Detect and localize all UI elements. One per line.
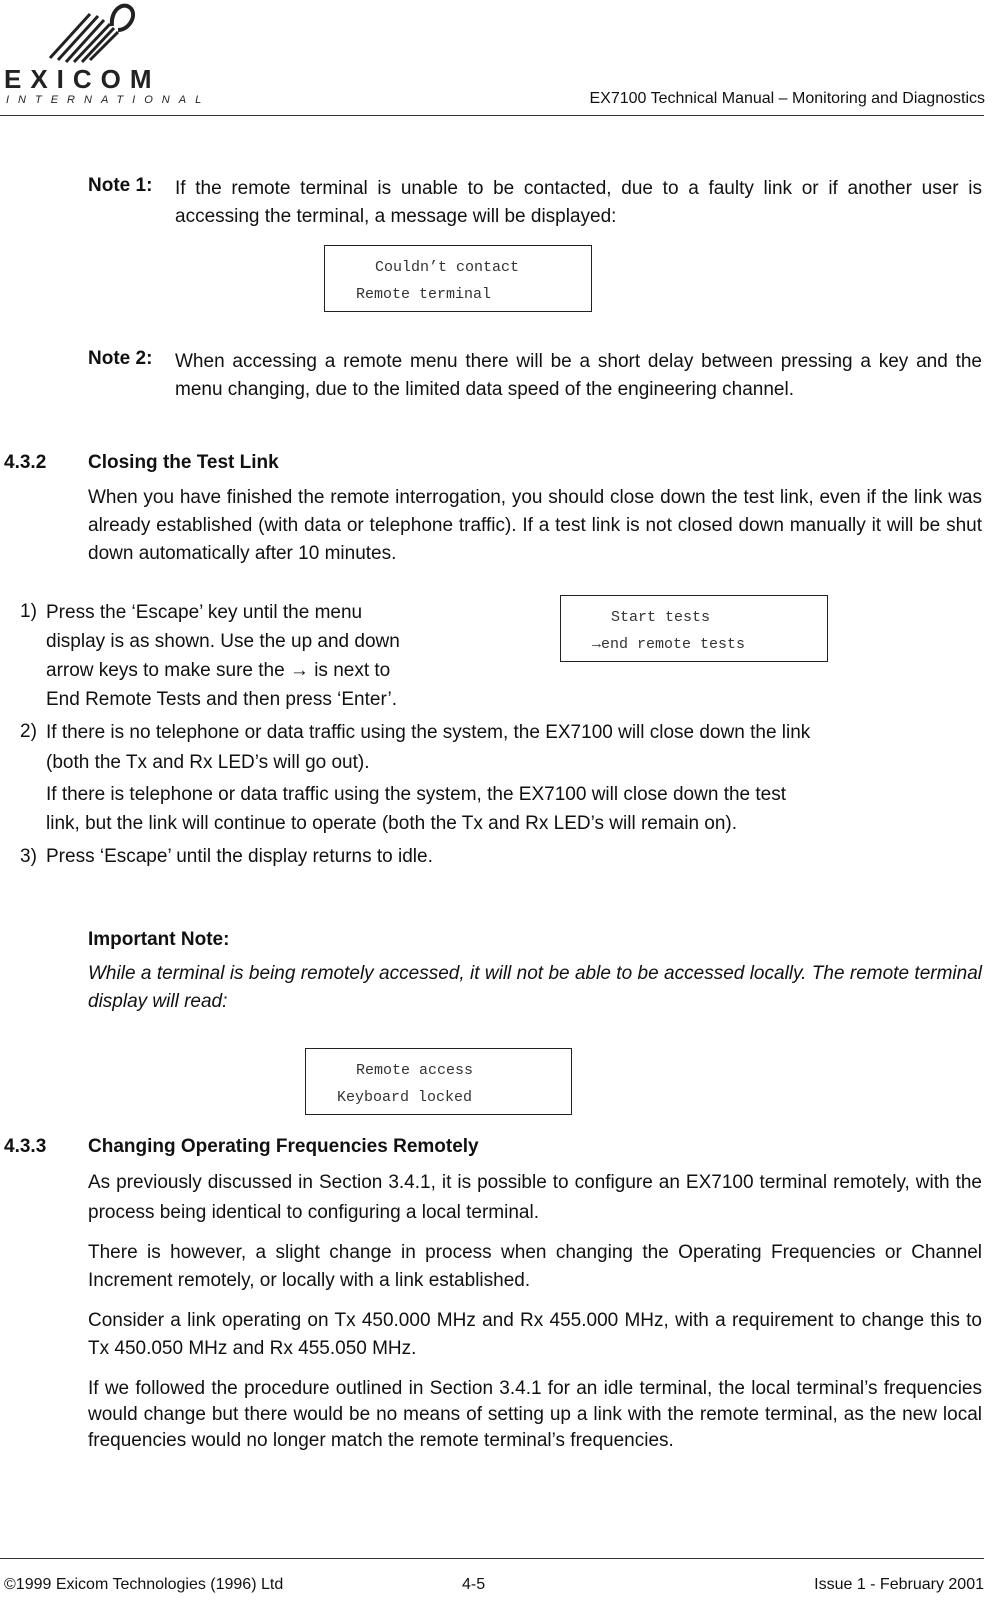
lcd-display-contact-error — [324, 245, 592, 312]
section-4-3-3-number: 4.3.3 — [4, 1136, 47, 1157]
step-1-number: 1) — [20, 601, 37, 622]
lcd-line-1: Start tests — [611, 609, 711, 626]
step-2-number: 2) — [20, 721, 37, 742]
lcd-line-2: →end remote tests — [592, 636, 746, 653]
section-4-3-3-title: Changing Operating Frequencies Remotely — [88, 1136, 479, 1157]
footer-page-number: 4-5 — [462, 1576, 486, 1593]
step-2-line: If there is no telephone or data traffic using the system, the EX7100 will close down the link — [46, 722, 811, 743]
lcd-display-keyboard-locked — [305, 1048, 572, 1115]
note1-label: Note 1: — [88, 175, 153, 196]
footer-copyright: ©1999 Exicom Technologies (1996) Ltd — [4, 1576, 284, 1593]
lcd-line-2: Keyboard locked — [337, 1089, 473, 1106]
important-note-text: While a terminal is being remotely accessed, it will not be able to be accessed locally. The remote terminal display will read: — [88, 963, 982, 1012]
section-4-3-3-paragraph-2: There is however, a slight change in process when changing the Operating Frequencies or Channel Increment remotely, or locally with a link established. — [88, 1242, 982, 1291]
step-1-line: Press the ‘Escape’ key until the menu — [46, 602, 363, 623]
step-1-text — [46, 598, 400, 714]
exicom-logo — [0, 0, 211, 110]
step-3-number: 3) — [20, 846, 37, 867]
lcd-line-1: Couldn’t contact — [375, 259, 520, 276]
lcd-display-end-tests — [560, 595, 828, 662]
note1-text: If the remote terminal is unable to be contacted, due to a faulty link or if another user is accessing the terminal, a message will be displayed: — [175, 178, 982, 227]
step-2-continuation — [46, 780, 786, 838]
logo-mark-icon — [40, 0, 180, 66]
note2-text: When accessing a remote menu there will be a short delay between pressing a key and the menu changing, due to the limited data speed of the engineering channel. — [175, 351, 982, 400]
step-1-line: End Remote Tests and then press ‘Enter’. — [46, 689, 397, 710]
footer-issue: Issue 1 - February 2001 — [814, 1576, 984, 1593]
footer-divider — [0, 1558, 984, 1559]
section-4-3-2-title: Closing the Test Link — [88, 452, 279, 473]
step-1-line: arrow keys to make sure the → is next to — [46, 660, 391, 681]
step-2b-line: link, but the link will continue to operate (both the Tx and Rx LED’s will remain on). — [46, 813, 738, 834]
step-2-text — [46, 718, 810, 778]
note2-label: Note 2: — [88, 348, 153, 369]
page-header-title: EX7100 Technical Manual – Monitoring and Diagnostics — [589, 90, 985, 107]
section-4-3-3-paragraph-1: As previously discussed in Section 3.4.1, it is possible to configure an EX7100 terminal remotely, with the process being identical to configuring a local terminal. — [88, 1172, 982, 1223]
step-2-line: (both the Tx and Rx LED’s will go out). — [46, 752, 370, 773]
step-2b-line: If there is telephone or data traffic using the system, the EX7100 will close down the test — [46, 784, 787, 805]
section-4-3-2-number: 4.3.2 — [4, 452, 47, 473]
section-4-3-3-paragraph-3: Consider a link operating on Tx 450.000 MHz and Rx 455.000 MHz, with a requirement to change this to Tx 450.050 MHz and Rx 455.050 MHz. — [88, 1310, 982, 1359]
lcd-line-2: Remote terminal — [356, 286, 492, 303]
section-4-3-3-paragraph-4: If we followed the procedure outlined in Section 3.4.1 for an idle terminal, the local terminal’s frequencies would change but there would be no means of setting up a link with the remote terminal, as the new local frequencies would no longer match the remote terminal’s frequencies. — [88, 1378, 982, 1451]
header-divider — [0, 115, 984, 116]
step-1-line: display is as shown. Use the up and down — [46, 631, 400, 652]
logo-subtitle: INTERNATIONAL — [6, 94, 211, 106]
step-3-text: Press ‘Escape’ until the display returns to idle. — [46, 846, 433, 867]
lcd-line-1: Remote access — [356, 1062, 474, 1079]
section-4-3-2-intro: When you have finished the remote interrogation, you should close down the test link, even if the link was already established (with data or telephone traffic). If a test link is not closed down manually it will be shut down automatically after 10 minutes. — [88, 487, 982, 564]
logo-wordmark: EXICOM — [4, 64, 161, 94]
important-note-label: Important Note: — [88, 929, 230, 950]
